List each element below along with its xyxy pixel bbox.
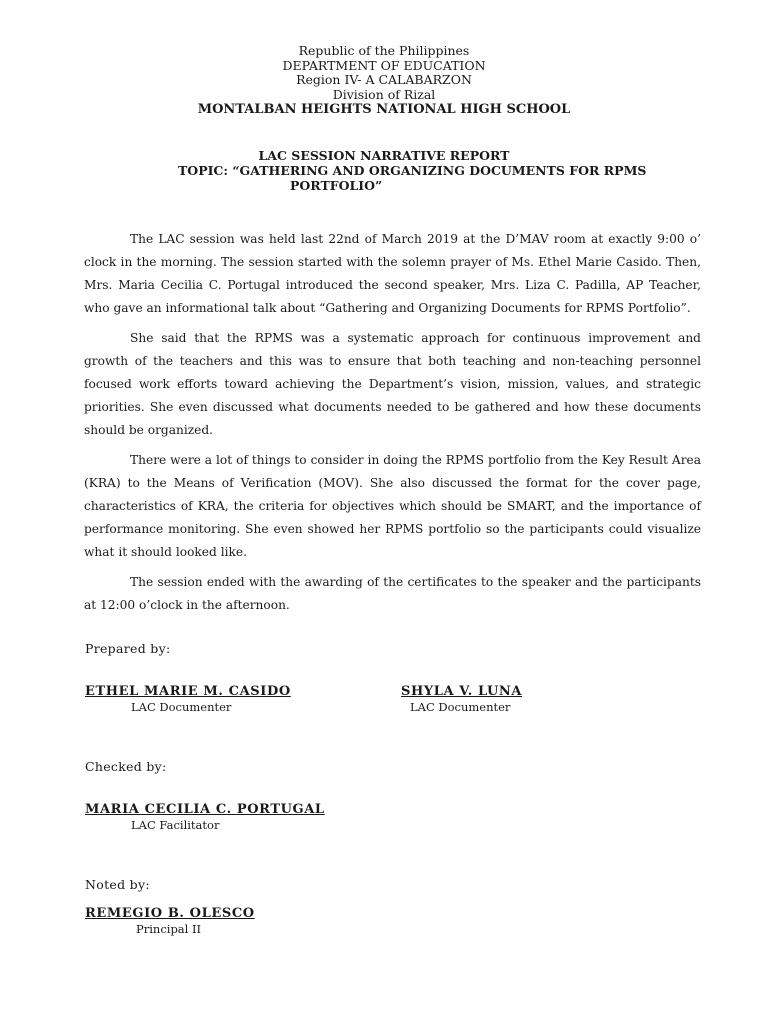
- checker-name: MARIA CECILIA C. PORTUGAL: [85, 802, 325, 817]
- preparer-1-role: LAC Documenter: [131, 700, 232, 714]
- report-topic-line2: PORTFOLIO”: [290, 178, 383, 193]
- report-title: LAC SESSION NARRATIVE REPORT: [258, 148, 510, 163]
- paragraph-2: She said that the RPMS was a systematic approach for continuous improvement and growth of the teachers and this was to ensure that both teaching and non-teaching personnel focused work efforts toward achieving the Department’s vision, mission, values, and strategic priorities. She even discussed what documents needed to be gathered and how these documents should be organized.: [84, 331, 701, 437]
- school-name: MONTALBAN HEIGHTS NATIONAL HIGH SCHOOL: [197, 102, 571, 117]
- noted-by-label: Noted by:: [85, 877, 150, 892]
- paragraph-3: There were a lot of things to consider in doing the RPMS portfolio from the Key Result Area (KRA) to the Means of Verification (MOV). She also discussed the format for the cover page, characteristics of KRA, the criteria for objectives which should be SMART, and the importance of performance monitoring. She even showed her RPMS portfolio so the participants could visualize what it should looked like.: [84, 453, 701, 559]
- paragraph-4: The session ended with the awarding of the certificates to the speaker and the participants at 12:00 o’clock in the afternoon.: [84, 575, 701, 612]
- report-topic-line1: TOPIC: “GATHERING AND ORGANIZING DOCUMENTS FOR RPMS: [178, 163, 647, 178]
- letterhead: [0, 44, 768, 118]
- preparer-2-name: SHYLA V. LUNA: [401, 684, 523, 699]
- region-line: Region IV- A CALABARZON: [296, 72, 472, 87]
- noter-role: Principal II: [136, 922, 202, 936]
- division-line: Division of Rizal: [332, 86, 436, 102]
- checker-role: LAC Facilitator: [131, 818, 220, 832]
- noter-name: REMEGIO B. OLESCO: [85, 906, 255, 921]
- narrative-body: [84, 228, 701, 624]
- preparer-1-name: ETHEL MARIE M. CASIDO: [85, 684, 291, 699]
- paragraph-1: The LAC session was held last 22nd of March 2019 at the D’MAV room at exactly 9:00 o’ clock in the morning. The session started with the solemn prayer of Ms. Ethel Marie Casido. Then, Mrs. Maria Cecilia C. Portugal introduced the second speaker, Mrs. Liza C. Padilla, AP Teacher, who gave an informational talk about “Gathering and Organizing Documents for RPMS Portfolio”.: [84, 232, 701, 315]
- prepared-by-label: Prepared by:: [85, 641, 171, 656]
- preparer-2-role: LAC Documenter: [410, 700, 511, 714]
- checked-by-label: Checked by:: [85, 759, 167, 774]
- republic-line: Republic of the Philippines: [298, 43, 470, 58]
- department-line: DEPARTMENT OF EDUCATION: [282, 57, 486, 73]
